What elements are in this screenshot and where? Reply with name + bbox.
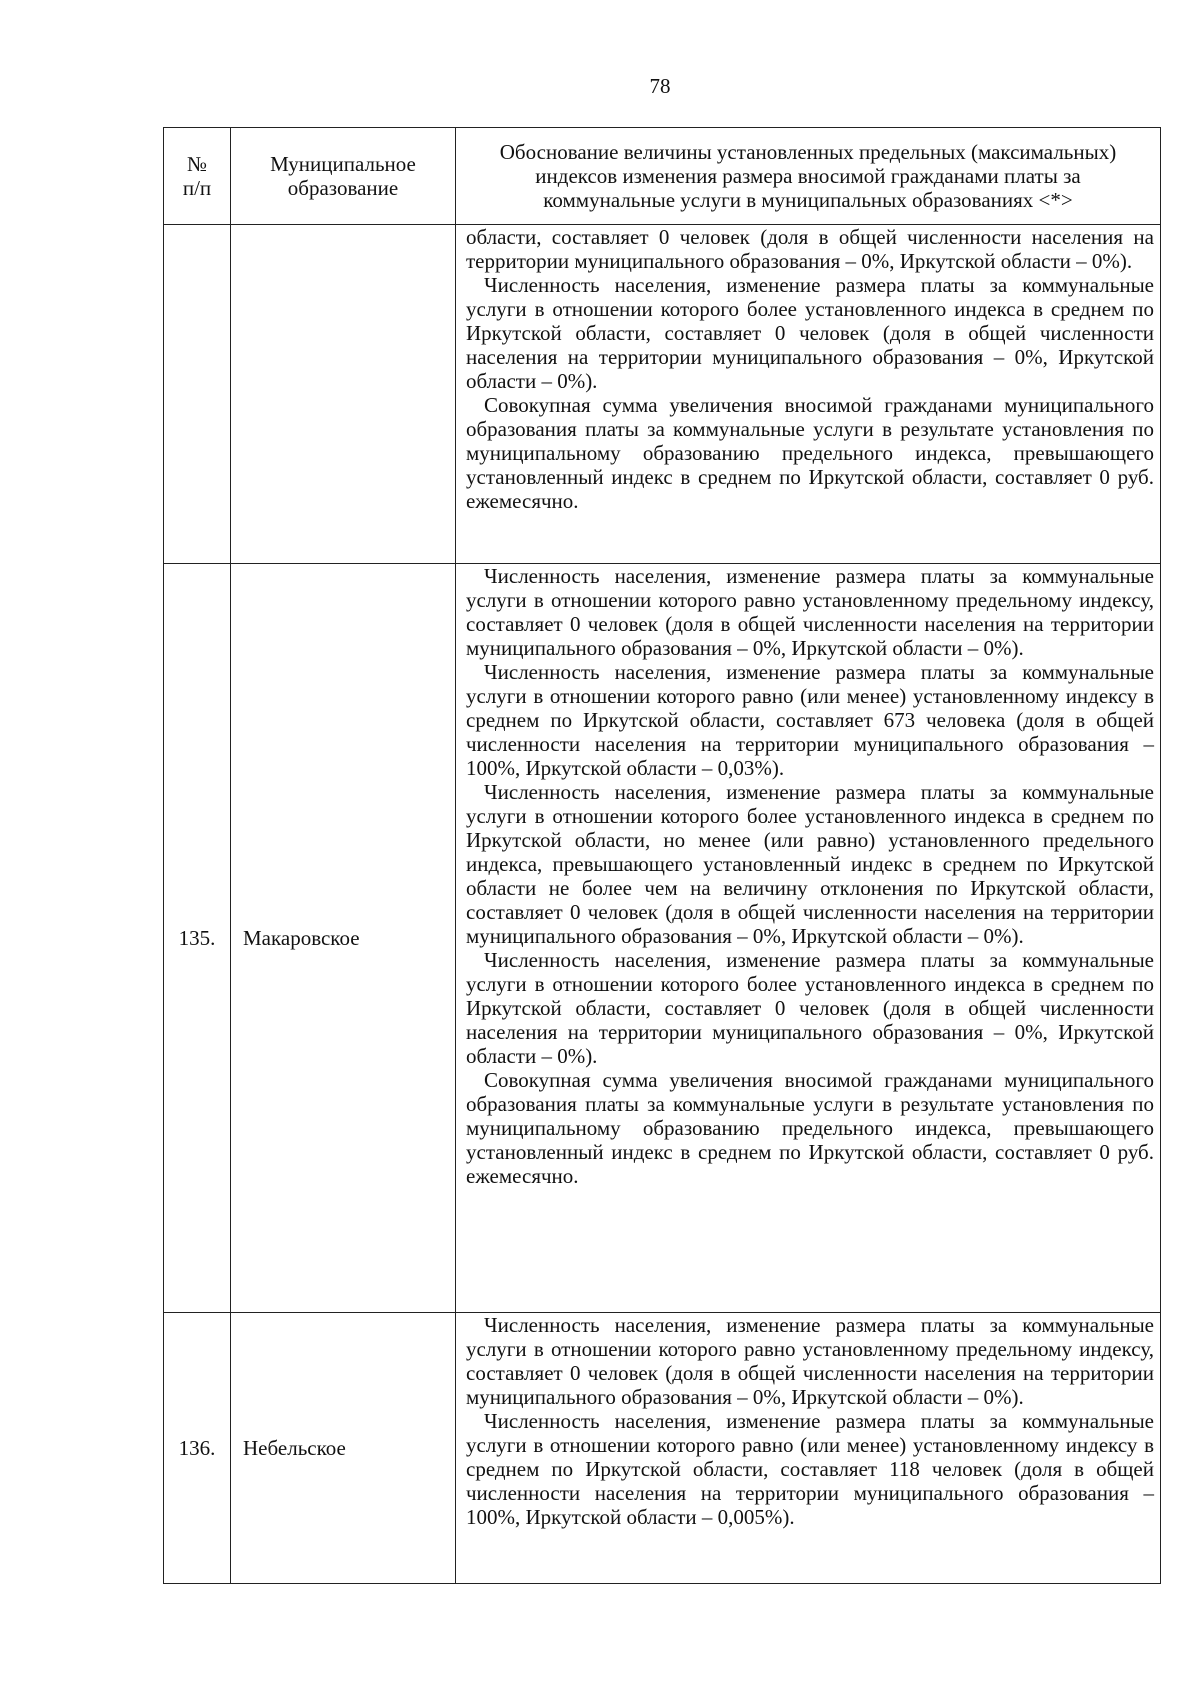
paragraph: Численность населения, изменение размера платы за коммунальные услуги в отношении которого равно установленному предельному индексу, составляет 0 человек (доля в общей численности населения на территории муниципального образования – 0%, Иркутской области – 0%). <box>466 1313 1154 1409</box>
paragraph: Совокупная сумма увеличения вносимой гражданами муниципального образования платы за коммунальные услуги в результате установления по муниципальному образованию предельного индекса, превышающего установленный индекс в среднем по Иркутской области, составляет 0 руб. ежемесячно. <box>466 393 1154 513</box>
row-municipality: Макаровское <box>231 564 456 1313</box>
header-municipality: Муниципальное образование <box>231 128 456 225</box>
row-justification <box>456 564 1161 1313</box>
paragraph: Численность населения, изменение размера платы за коммунальные услуги в отношении которого равно (или менее) установленному индексу в среднем по Иркутской области, составляет 118 человек (доля в общей численности населения на территории муниципального образования – 100%, Иркутской области – 0,005%). <box>466 1409 1154 1529</box>
paragraph: Совокупная сумма увеличения вносимой гражданами муниципального образования платы за коммунальные услуги в результате установления по муниципальному образованию предельного индекса, превышающего установленный индекс в среднем по Иркутской области, составляет 0 руб. ежемесячно. <box>466 1068 1154 1188</box>
row-number: 135. <box>164 564 231 1313</box>
page-number: 78 <box>649 74 671 98</box>
paragraph: Численность населения, изменение размера платы за коммунальные услуги в отношении которого более установленного индекса в среднем по Иркутской области, составляет 0 человек (доля в общей численности населения на территории муниципального образования – 0%, Иркутской области – 0%). <box>466 273 1154 393</box>
paragraph: Численность населения, изменение размера платы за коммунальные услуги в отношении которого более установленного индекса в среднем по Иркутской области, но менее (или равно) установленного предельного индекса, превышающего установленный индекс в среднем по Иркутской области не более чем на величину отклонения по Иркутской области, составляет 0 человек (доля в общей численности населения на территории муниципального образования – 0%, Иркутской области – 0%). <box>466 780 1154 948</box>
row-justification <box>456 225 1161 564</box>
document-table <box>163 127 1161 1584</box>
paragraph: области, составляет 0 человек (доля в общей численности населения на территории муниципального образования – 0%, Иркутской области – 0%). <box>466 225 1154 273</box>
header-justification: Обоснование величины установленных предельных (максимальных) индексов изменения размера вносимой гражданами платы за коммунальные услуги в муниципальных образованиях <*> <box>456 128 1161 225</box>
row-municipality <box>231 225 456 564</box>
paragraph: Численность населения, изменение размера платы за коммунальные услуги в отношении которого равно установленному предельному индексу, составляет 0 человек (доля в общей численности населения на территории муниципального образования – 0%, Иркутской области – 0%). <box>466 564 1154 660</box>
row-justification <box>456 1313 1161 1584</box>
table-row <box>164 1313 1161 1584</box>
header-number: № п/п <box>164 128 231 225</box>
row-municipality: Небельское <box>231 1313 456 1584</box>
paragraph: Численность населения, изменение размера платы за коммунальные услуги в отношении которого более установленного индекса в среднем по Иркутской области, составляет 0 человек (доля в общей численности населения на территории муниципального образования – 0%, Иркутской области – 0%). <box>466 948 1154 1068</box>
row-number: 136. <box>164 1313 231 1584</box>
table-row <box>164 225 1161 564</box>
table-row <box>164 564 1161 1313</box>
table-header-row <box>164 128 1161 225</box>
paragraph: Численность населения, изменение размера платы за коммунальные услуги в отношении которого равно (или менее) установленному индексу в среднем по Иркутской области, составляет 673 человека (доля в общей численности населения на территории муниципального образования – 100%, Иркутской области – 0,03%). <box>466 660 1154 780</box>
row-number <box>164 225 231 564</box>
